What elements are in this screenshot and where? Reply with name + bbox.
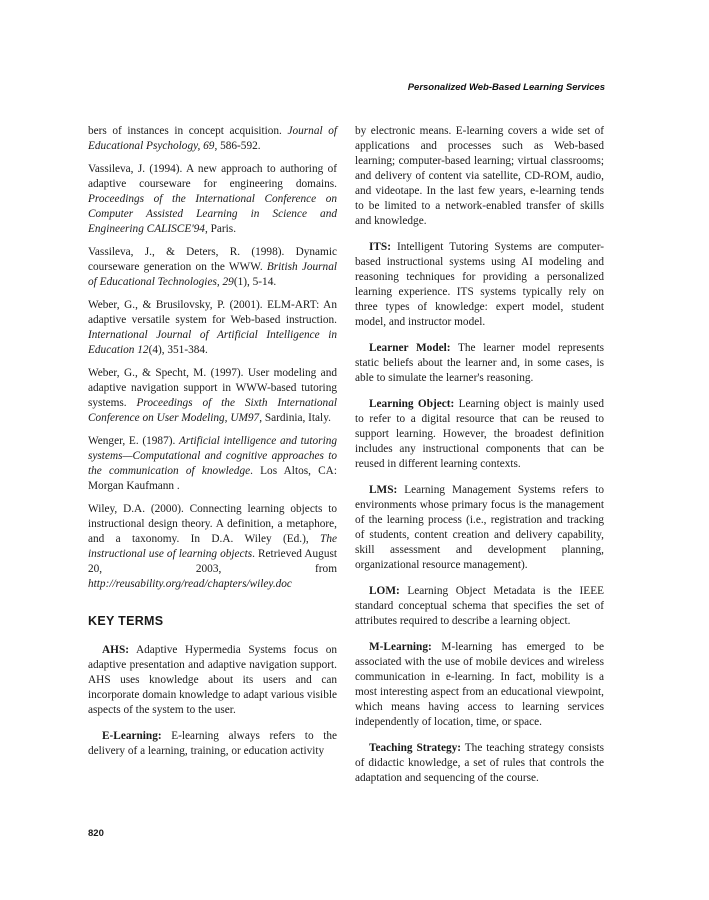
key-term-entry: E-Learning: E-learning always refers to the delivery of a learning, training, or education activity <box>88 730 337 757</box>
key-term-entry: Learner Model: The learner model represents static beliefs about the learner and, in some cases, is able to simulate the learner's reasoning. <box>355 342 604 384</box>
key-term-entry: ITS: Intelligent Tutoring Systems are computer-based instructional systems using AI modeling and reasoning techniques for providing a personalized learning experience. ITS systems typically rely on three types of knowledge: expert model, student model, and instructor model. <box>355 241 604 328</box>
key-term-label: ITS: <box>369 241 391 253</box>
key-term-entry: LMS: Learning Management Systems refers to environments whose primary focus is the management of the learning process (i.e., registration and tracking of students, content creation and delivery capability, skill assessment and development planning, organizational resource management). <box>355 484 604 571</box>
reference-entry: Weber, G., & Brusilovsky, P. (2001). ELM-ART: An adaptive versatile system for Web-based instruction. International Journal of Artificial Intelligence in Education 12(4), 351-384. <box>88 299 337 356</box>
key-term-entry: Learning Object: Learning object is mainly used to refer to a digital resource that can be reused to support learning. However, the broadest definition includes any instructional components that can be reused in different learning contexts. <box>355 398 604 470</box>
key-term-label: M-Learning: <box>369 641 432 653</box>
reference-entry: Wenger, E. (1987). Artificial intelligence and tutoring systems—Computational and cognitive approaches to the communication of knowledge. Los Altos, CA: Morgan Kaufmann . <box>88 435 338 492</box>
key-term-label: LMS: <box>369 484 398 496</box>
reference-entry: bers of instances in concept acquisition. Journal of Educational Psychology, 69, 586-592. <box>88 125 337 152</box>
key-term-entry: M-Learning: M-learning has emerged to be associated with the use of mobile devices and wireless communication in e-learning. In fact, mobility is a most interesting aspect from an educational viewpoint, which means having access to learning services independently of location, time, or space. <box>355 641 605 728</box>
key-term-label: AHS: <box>102 644 129 656</box>
key-term-entry: LOM: Learning Object Metadata is the IEEE standard conceptual schema that specifies the set of attributes required to describe a learning object. <box>355 585 604 627</box>
reference-entry: Weber, G., & Specht, M. (1997). User modeling and adaptive navigation support in WWW-based tutoring systems. Proceedings of the Sixth International Conference on User Modeling, UM97, Sardinia, Italy. <box>88 367 337 424</box>
right-column <box>355 124 604 797</box>
key-term-label: E-Learning: <box>102 730 162 742</box>
key-terms-heading: KEY TERMS <box>88 614 164 628</box>
reference-entry: Vassileva, J., & Deters, R. (1998). Dynamic courseware generation on the WWW. British Journal of Educational Technologies, 29(1), 5-14. <box>88 246 337 288</box>
left-column <box>88 124 337 770</box>
key-term-label: Teaching Strategy: <box>369 742 462 754</box>
key-term-continuation: by electronic means. E-learning covers a wide set of applications and processes such as Web-based learning; computer-based learning; virtual classrooms; and delivery of content via satellite, CD-ROM, audio, and videotape. In the last few years, e-learning tends to be limited to a network-enabled transfer of skills and knowledge. <box>355 125 604 227</box>
reference-entry: Vassileva, J. (1994). A new approach to authoring of adaptive courseware for engineering domains. Proceedings of the International Conference on Computer Assisted Learning in Science and Engineering CALISCE'94, Paris. <box>88 163 337 235</box>
key-term-label: Learning Object: <box>369 398 455 410</box>
key-term-label: LOM: <box>369 585 400 597</box>
reference-entry: Wiley, D.A. (2000). Connecting learning objects to instructional design theory. A definition, a metaphore, and a taxonomy. In D.A. Wiley (Ed.), The instructional use of learning objects. Retrieved August 20, 2003, from http://reusability.org/read/chapters/wiley.doc <box>88 503 337 590</box>
key-term-label: Learner Model: <box>369 342 451 354</box>
key-term-entry: Teaching Strategy: The teaching strategy consists of didactic knowledge, a set of rules that controls the adaptation and sequencing of the course. <box>355 742 604 784</box>
running-head: Personalized Web-Based Learning Services <box>407 82 605 93</box>
page-number: 820 <box>88 828 104 839</box>
key-term-entry: AHS: Adaptive Hypermedia Systems focus on adaptive presentation and adaptive navigation support. AHS uses knowledge about its users and can incorporate domain knowledge to adapt various visible aspects of the system to the user. <box>88 644 337 716</box>
